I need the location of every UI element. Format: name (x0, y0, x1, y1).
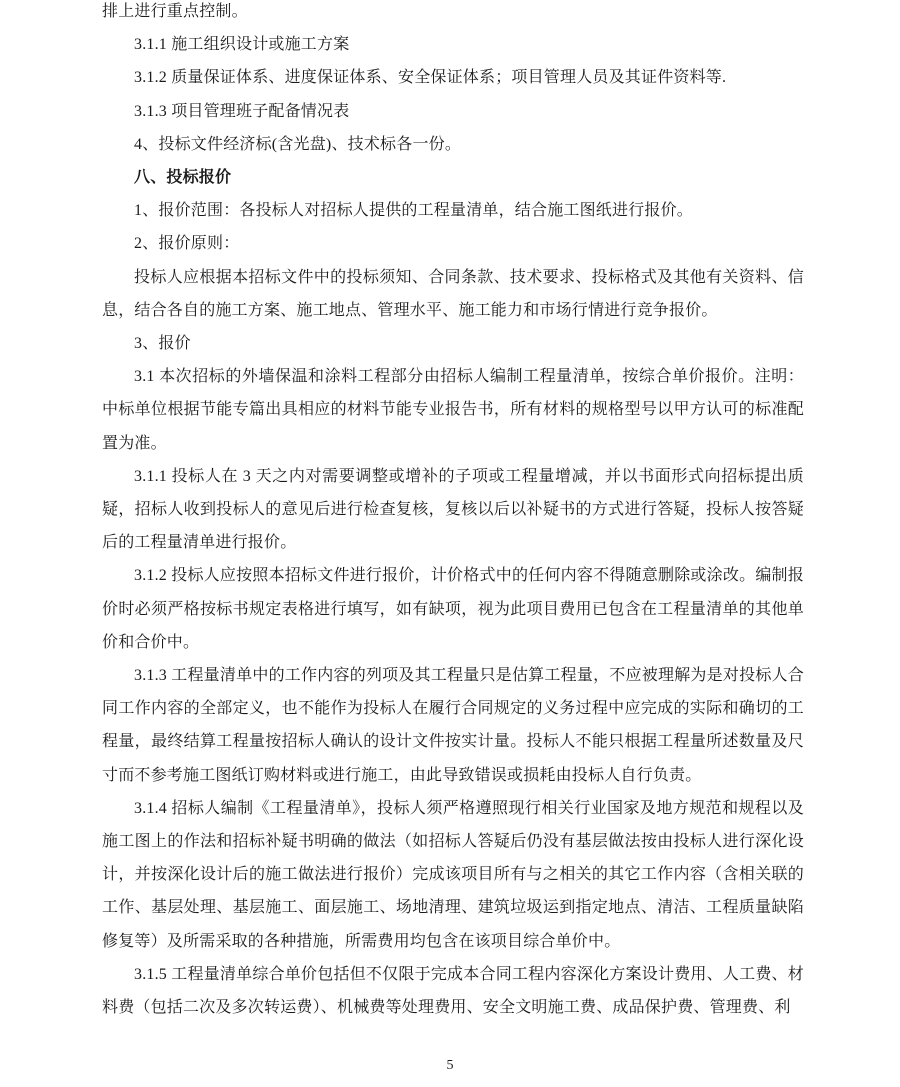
paragraph: 3.1 本次招标的外墙保温和涂料工程部分由招标人编制工程量清单，按综合单价报价。注明：中标单位根据节能专篇出具相应的材料节能专业报告书，所有材料的规格型号以甲方认可的标准配置为准。 (102, 368, 804, 452)
paragraph: 1、报价范围：各投标人对招标人提供的工程量清单，结合施工图纸进行报价。 (134, 202, 694, 220)
paragraph: 3、报价 (134, 335, 191, 353)
paragraph: 3.1.1 施工组织设计或施工方案 (134, 36, 350, 54)
paragraph: 投标人应根据本招标文件中的投标须知、合同条款、技术要求、投标格式及其他有关资料、信息，结合各自的施工方案、施工地点、管理水平、施工能力和市场行情进行竞争报价。 (102, 268, 804, 319)
document-body (102, 0, 804, 1024)
paragraph: 3.1.5 工程量清单综合单价包括但不仅限于完成本合同工程内容深化方案设计费用、人工费、材料费（包括二次及多次转运费）、机械费等处理费用、安全文明施工费、成品保护费、管理费、利 (102, 965, 804, 1017)
paragraph: 3.1.3 工程量清单中的工作内容的列项及其工程量只是估算工程量，不应被理解为是对投标人合同工作内容的全部定义，也不能作为投标人在履行合同规定的义务过程中应完成的实际和确切的工程量，最终结算工程量按招标人确认的设计文件按实计量。投标人不能只根据工程量所述数量及尺寸而不参考施工图纸订购材料或进行施工，由此导致错误或损耗由投标人自行负责。 (102, 667, 804, 784)
paragraph: 3.1.3 项目管理班子配备情况表 (134, 102, 350, 120)
paragraph: 3.1.2 质量保证体系、进度保证体系、安全保证体系；项目管理人员及其证件资料等. (134, 69, 727, 87)
paragraph: 八、投标报价 (134, 169, 232, 187)
paragraph: 4、投标文件经济标(含光盘)、技术标各一份。 (134, 135, 462, 153)
paragraph: 3.1.4 招标人编制《工程量清单》，投标人须严格遵照现行相关行业国家及地方规范和规程以及施工图上的作法和招标补疑书明确的做法（如招标人答疑后仍没有基层做法按由投标人进行深化设计，并按深化设计后的施工做法进行报价）完成该项目所有与之相关的其它工作内容（含相关联的工作、基层处理、基层施工、面层施工、场地清理、建筑垃圾运到指定地点、清洁、工程质量缺陷修复等）及所需采取的各种措施，所需费用均包含在该项目综合单价中。 (102, 799, 804, 950)
paragraph: 3.1.2 投标人应按照本招标文件进行报价，计价格式中的任何内容不得随意删除或涂改。编制报价时必须严格按标书规定表格进行填写，如有缺项，视为此项目费用已包含在工程量清单的其他单价和合价中。 (102, 567, 804, 651)
paragraph: 排上进行重点控制。 (102, 3, 248, 20)
page-number: 5 (446, 1058, 454, 1073)
paragraph: 3.1.1 投标人在 3 天之内对需要调整或增补的子项或工程量增减，并以书面形式向招标提出质疑，招标人收到投标人的意见后进行检查复核，复核以后以补疑书的方式进行答疑，投标人按答疑后的工程量清单进行报价。 (102, 467, 804, 552)
paragraph: 2、报价原则： (134, 235, 240, 253)
